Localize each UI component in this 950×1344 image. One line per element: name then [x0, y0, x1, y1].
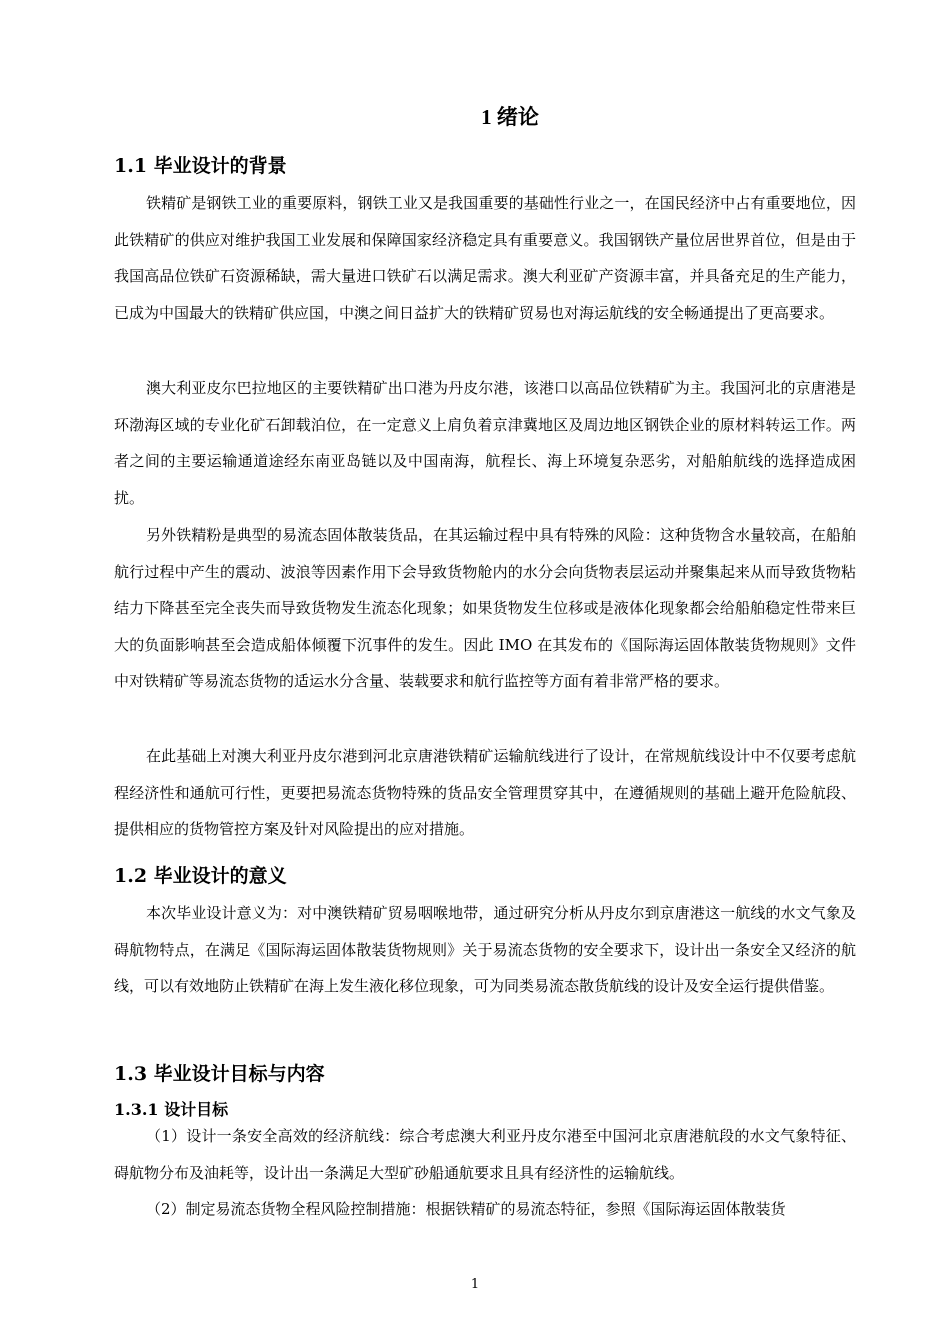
paragraph-background-4: 在此基础上对澳大利亚丹皮尔港到河北京唐港铁精矿运输航线进行了设计，在常规航线设计中不仅要考虑航程经济性和通航可行性，更要把易流态货物特殊的货品安全管理贯穿其中，在遵循规则的基础上避开危险航段、提供相应的货物管控方案及针对风险提出的应对措施。	[114, 747, 856, 838]
section-heading-background: 1.1 毕业设计的背景	[114, 155, 287, 177]
goal-item-2: （2）制定易流态货物全程风险控制措施：根据铁精矿的易流态特征，参照《国际海运固体散装货	[146, 1200, 786, 1218]
paragraph-background-1: 铁精矿是钢铁工业的重要原料，钢铁工业又是我国重要的基础性行业之一，在国民经济中占有重要地位，因此铁精矿的供应对维护我国工业发展和保障国家经济稳定具有重要意义。我国钢铁产量位居世界首位，但是由于我国高品位铁矿石资源稀缺，需大量进口铁矿石以满足需求。澳大利亚矿产资源丰富，并具备充足的生产能力，已成为中国最大的铁精矿供应国，中澳之间日益扩大的铁精矿贸易也对海运航线的安全畅通提出了更高要求。	[114, 194, 856, 322]
page-number: 1	[470, 1277, 480, 1292]
chapter-title: 1 绪论	[481, 105, 539, 129]
paragraph-significance-1: 本次毕业设计意义为：对中澳铁精矿贸易咽喉地带，通过研究分析从丹皮尔到京唐港这一航线的水文气象及碍航物特点，在满足《国际海运固体散装货物规则》关于易流态货物的安全要求下，设计出一条安全又经济的航线，可以有效地防止铁精矿在海上发生液化移位现象，可为同类易流态散货航线的设计及安全运行提供借鉴。	[114, 904, 856, 995]
paragraph-background-2: 澳大利亚皮尔巴拉地区的主要铁精矿出口港为丹皮尔港，该港口以高品位铁精矿为主。我国河北的京唐港是环渤海区域的专业化矿石卸载泊位，在一定意义上肩负着京津冀地区及周边地区钢铁企业的原材料转运工作。两者之间的主要运输通道途经东南亚岛链以及中国南海，航程长、海上环境复杂恶劣，对船舶航线的选择造成困扰。	[114, 379, 856, 507]
goal-item-1: （1）设计一条安全高效的经济航线：综合考虑澳大利亚丹皮尔港至中国河北京唐港航段的水文气象特征、碍航物分布及油耗等，设计出一条满足大型矿砂船通航要求且具有经济性的运输航线。	[114, 1127, 856, 1182]
paragraph-background-3: 另外铁精粉是典型的易流态固体散装货品，在其运输过程中具有特殊的风险：这种货物含水量较高，在船舶航行过程中产生的震动、波浪等因素作用下会导致货物舱内的水分会向货物表层运动并聚集起来从而导致货物粘结力下降甚至完全丧失而导致货物发生流态化现象；如果货物发生位移或是液体化现象都会给船舶稳定性带来巨大的负面影响甚至会造成船体倾覆下沉事件的发生。因此 IMO 在其发布的《国际海运固体散装货物规则》文件中对铁精矿等易流态货物的适运水分含量、装载要求和航行监控等方面有着非常严格的要求。	[114, 526, 856, 690]
subsection-heading-design-goals: 1.3.1 设计目标	[114, 1100, 229, 1119]
section-heading-goals: 1.3 毕业设计目标与内容	[114, 1063, 325, 1085]
section-heading-significance: 1.2 毕业设计的意义	[114, 865, 287, 887]
